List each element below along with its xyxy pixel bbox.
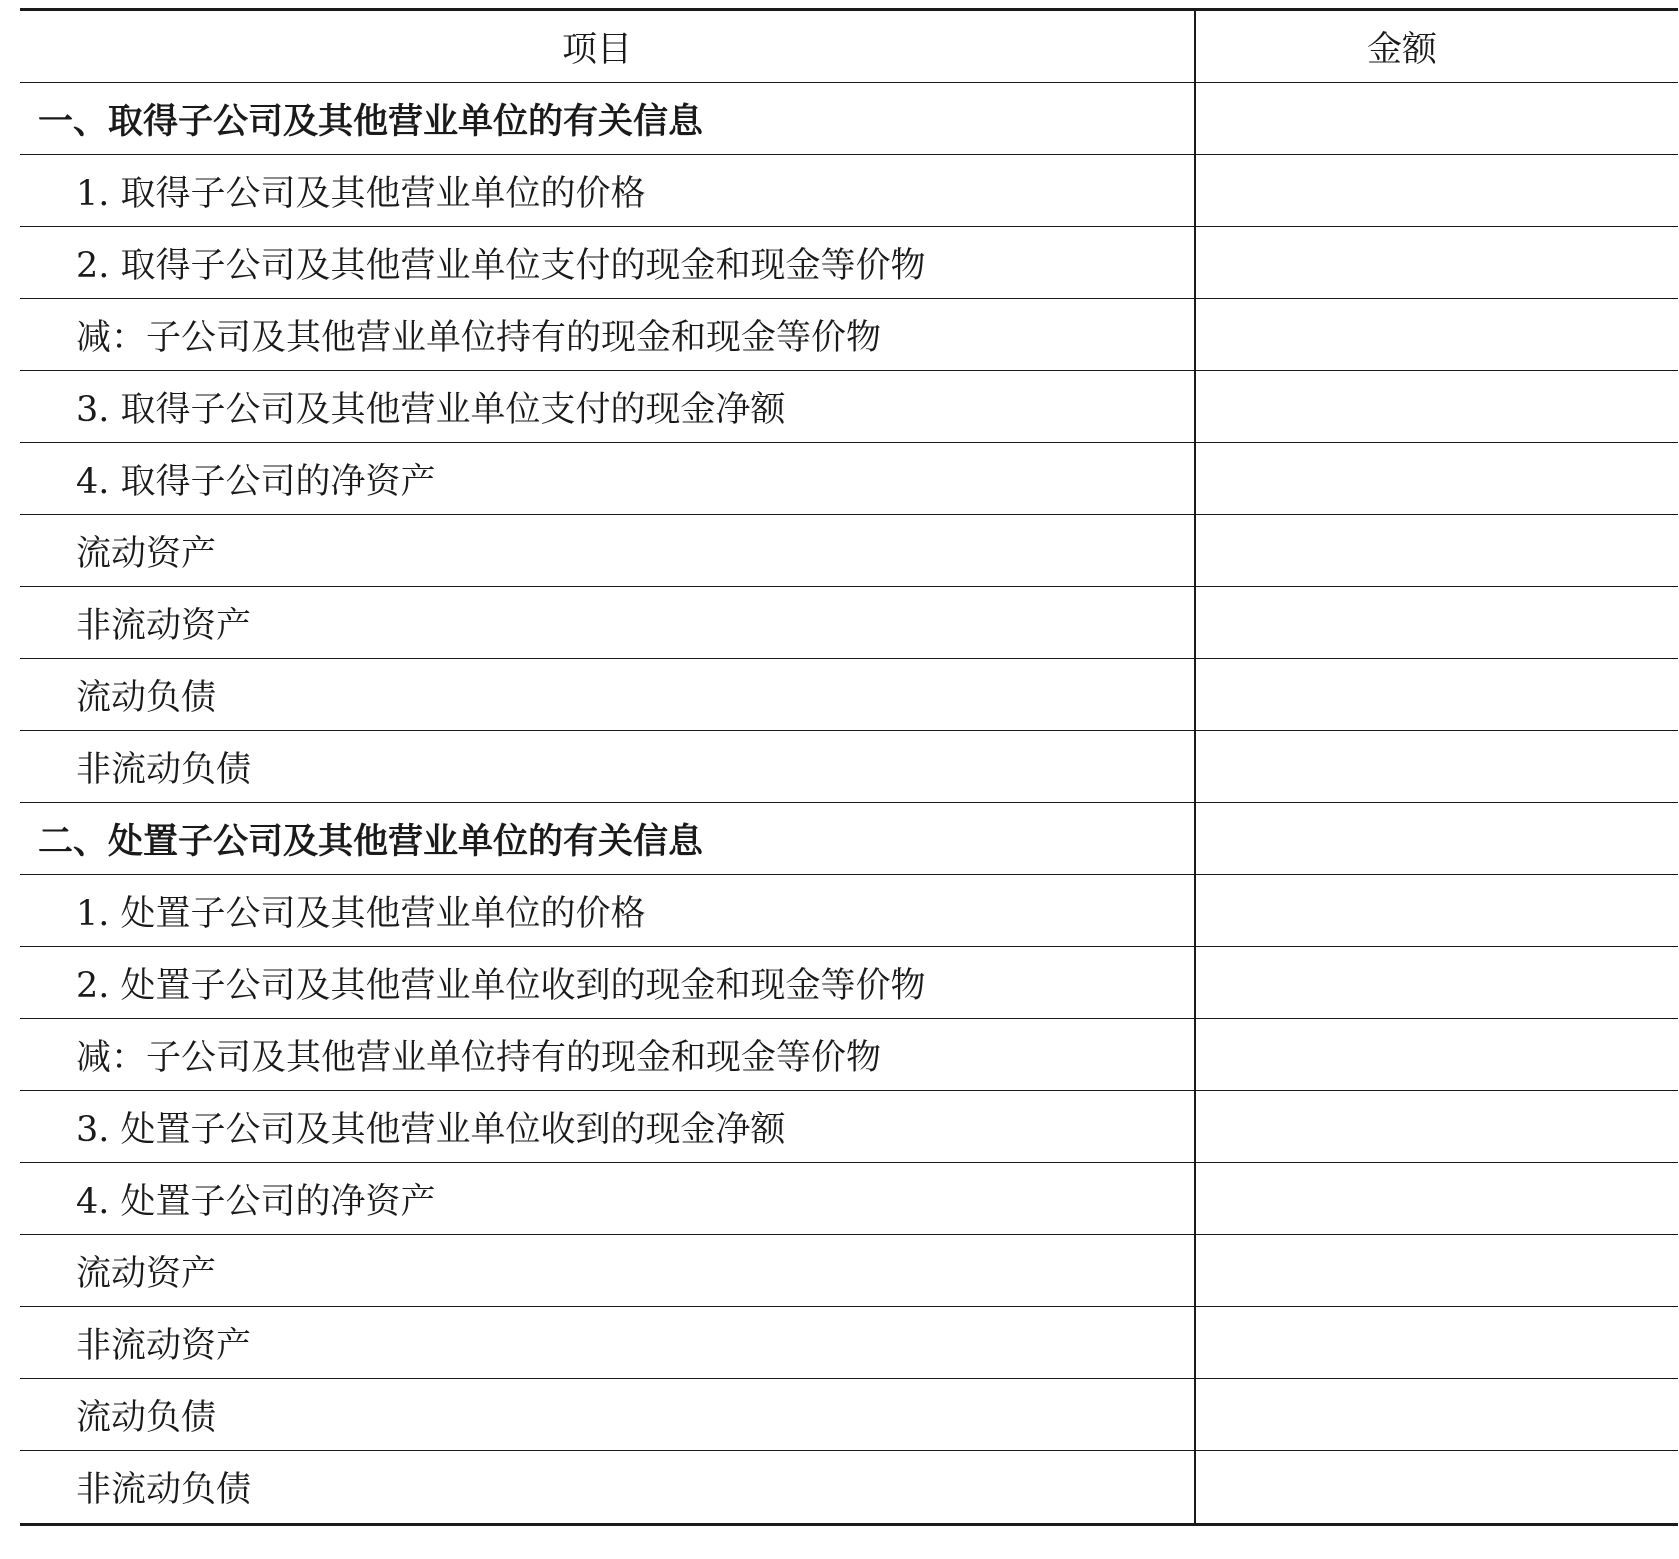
row-amount	[1196, 1235, 1678, 1306]
row-label: 流动负债	[20, 1379, 1196, 1450]
section-heading: 二、处置子公司及其他营业单位的有关信息	[20, 803, 1196, 874]
row-label: 流动负债	[20, 659, 1196, 730]
row-label: 流动资产	[20, 1235, 1196, 1306]
row-label: 3. 取得子公司及其他营业单位支付的现金净额	[20, 371, 1196, 442]
row-label: 流动资产	[20, 515, 1196, 586]
row-label: 3. 处置子公司及其他营业单位收到的现金净额	[20, 1091, 1196, 1162]
row-amount	[1196, 587, 1678, 658]
table-header-row	[20, 11, 1678, 83]
table-row	[20, 947, 1678, 1019]
table-row	[20, 371, 1678, 443]
table-row	[20, 1163, 1678, 1235]
row-amount	[1196, 371, 1678, 442]
row-label: 减：子公司及其他营业单位持有的现金和现金等价物	[20, 1019, 1196, 1090]
table-row	[20, 875, 1678, 947]
subsidiary-info-table	[20, 8, 1678, 1526]
section-heading: 一、取得子公司及其他营业单位的有关信息	[20, 83, 1196, 154]
table-row	[20, 155, 1678, 227]
row-amount	[1196, 299, 1678, 370]
row-label: 减：子公司及其他营业单位持有的现金和现金等价物	[20, 299, 1196, 370]
row-label: 2. 取得子公司及其他营业单位支付的现金和现金等价物	[20, 227, 1196, 298]
table-row	[20, 299, 1678, 371]
table-row	[20, 1379, 1678, 1451]
row-amount	[1196, 227, 1678, 298]
row-label: 1. 取得子公司及其他营业单位的价格	[20, 155, 1196, 226]
table-row	[20, 1019, 1678, 1091]
header-amount: 金额	[1366, 29, 1437, 70]
row-amount	[1196, 1379, 1678, 1450]
header-item: 项目	[20, 11, 1196, 82]
row-amount	[1196, 83, 1678, 154]
table-row	[20, 83, 1678, 155]
row-amount	[1196, 1091, 1678, 1162]
row-label: 2. 处置子公司及其他营业单位收到的现金和现金等价物	[20, 947, 1196, 1018]
table-row	[20, 1091, 1678, 1163]
table-row	[20, 443, 1678, 515]
table-row	[20, 515, 1678, 587]
row-amount	[1196, 443, 1678, 514]
row-label: 1. 处置子公司及其他营业单位的价格	[20, 875, 1196, 946]
row-label: 4. 处置子公司的净资产	[20, 1163, 1196, 1234]
row-amount	[1196, 1307, 1678, 1378]
row-amount	[1196, 515, 1678, 586]
table-row	[20, 1451, 1678, 1523]
row-label: 4. 取得子公司的净资产	[20, 443, 1196, 514]
row-amount	[1196, 155, 1678, 226]
row-amount	[1196, 1451, 1678, 1523]
row-amount	[1196, 803, 1678, 874]
table-row	[20, 227, 1678, 299]
row-label: 非流动资产	[20, 1307, 1196, 1378]
row-label: 非流动负债	[20, 1451, 1196, 1523]
table-row	[20, 587, 1678, 659]
row-label: 非流动负债	[20, 731, 1196, 802]
table-row	[20, 1307, 1678, 1379]
table-row	[20, 731, 1678, 803]
table-row	[20, 803, 1678, 875]
row-label: 非流动资产	[20, 587, 1196, 658]
row-amount	[1196, 947, 1678, 1018]
row-amount	[1196, 1019, 1678, 1090]
table-row	[20, 659, 1678, 731]
table-body	[20, 83, 1678, 1523]
table-row	[20, 1235, 1678, 1307]
row-amount	[1196, 659, 1678, 730]
row-amount	[1196, 875, 1678, 946]
row-amount	[1196, 1163, 1678, 1234]
row-amount	[1196, 731, 1678, 802]
